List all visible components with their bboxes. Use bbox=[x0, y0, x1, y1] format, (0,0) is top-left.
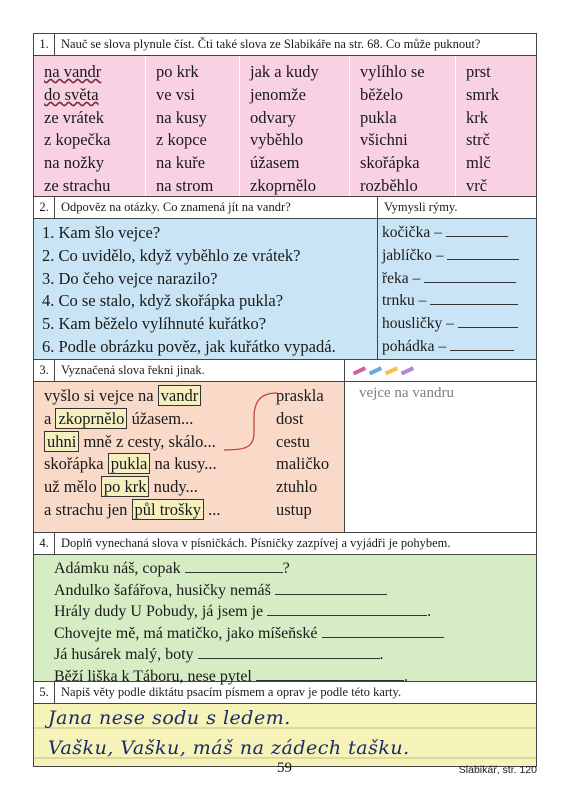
highlighted-word[interactable]: pukla bbox=[108, 453, 151, 474]
rhyme-word: pohádka – bbox=[382, 337, 447, 355]
word-column-5 bbox=[456, 56, 536, 196]
pencils-icon bbox=[345, 360, 536, 382]
section3-exercise-panel bbox=[34, 360, 345, 532]
song-tail: . bbox=[379, 646, 384, 663]
question-item: 6. Podle obrázku pověz, jak kuřátko vypadá. bbox=[42, 336, 336, 356]
rhyme-word: jablíčko – bbox=[382, 246, 444, 264]
answer-blank[interactable] bbox=[458, 313, 518, 328]
song-line bbox=[54, 601, 536, 623]
section5-header bbox=[34, 682, 536, 704]
highlighted-word[interactable]: po krk bbox=[101, 476, 150, 497]
alternative-word[interactable]: ustup bbox=[276, 499, 312, 519]
word-cell: z kopce bbox=[156, 130, 207, 150]
word-cell: ze vrátek bbox=[44, 107, 104, 127]
colored-pencils-icon bbox=[351, 365, 423, 377]
sentence-text: vyšlo si vejce na bbox=[44, 386, 158, 405]
sentence-text: skořápka bbox=[44, 454, 108, 474]
section2-instruction: Odpověz na otázky. Co znamená jít na vandr? bbox=[61, 200, 291, 214]
section1-header bbox=[34, 34, 536, 56]
section4-instruction: Doplň vynechaná slova v písničkách. Písničky zazpívej a vyjádři je pohybem. bbox=[61, 536, 451, 550]
word-cell: strč bbox=[466, 130, 490, 150]
word-column-4 bbox=[350, 56, 456, 196]
rhyme-item[interactable] bbox=[382, 268, 536, 291]
word-column-1 bbox=[34, 56, 146, 196]
word-cell: vrč bbox=[466, 175, 488, 195]
song-text: Chovejte mě, má matičko, jako míšeňské bbox=[54, 624, 322, 642]
section2-number: 2. bbox=[34, 197, 55, 218]
highlighted-word[interactable]: vandr bbox=[158, 385, 202, 406]
word-cell: do světa bbox=[44, 84, 99, 104]
sentence-text: ... bbox=[203, 499, 221, 519]
section3-instruction: Vyznačená slova řekni jinak. bbox=[61, 363, 205, 377]
section1-word-grid bbox=[34, 56, 536, 197]
word-cell: na kuře bbox=[156, 153, 206, 173]
section3-body bbox=[34, 382, 344, 532]
section1-number: 1. bbox=[34, 34, 55, 55]
sentence-text: úžasem... bbox=[127, 408, 194, 428]
word-cell: rozběhlo bbox=[360, 175, 418, 195]
song-text: Adámku náš, copak bbox=[54, 560, 185, 577]
section4-number: 4. bbox=[34, 533, 55, 554]
section5 bbox=[34, 682, 536, 766]
rhyme-list bbox=[378, 219, 536, 359]
song-line bbox=[54, 580, 536, 602]
word-cell: na vandr bbox=[44, 62, 102, 81]
song-text: Hrály dudy U Pobudy, já jsem je bbox=[54, 603, 268, 620]
word-cell: skořápka bbox=[360, 153, 420, 173]
question-item: 3. Do čeho vejce narazilo? bbox=[42, 268, 218, 288]
handwriting-line: Jana nese sodu s ledem. bbox=[48, 707, 291, 729]
song-tail: ? bbox=[282, 560, 290, 577]
section2-header bbox=[34, 197, 377, 219]
word-cell: ve vsi bbox=[156, 84, 195, 104]
word-cell: smrk bbox=[466, 84, 499, 104]
section3-number: 3. bbox=[34, 360, 55, 381]
question-list bbox=[34, 219, 377, 359]
word-cell: z kopečka bbox=[44, 130, 111, 150]
rhymes-header bbox=[378, 197, 536, 219]
fill-blank[interactable] bbox=[267, 601, 427, 616]
answer-blank[interactable] bbox=[430, 290, 518, 305]
rhyme-item[interactable] bbox=[382, 336, 536, 359]
highlighted-word[interactable]: uhni bbox=[44, 431, 79, 452]
fill-blank[interactable] bbox=[185, 558, 283, 573]
page-number: 59 bbox=[277, 760, 292, 776]
alternative-word[interactable]: cestu bbox=[276, 431, 310, 451]
fill-blank[interactable] bbox=[198, 644, 380, 659]
rhyme-word: housličky – bbox=[382, 315, 454, 333]
rhyme-item[interactable] bbox=[382, 290, 536, 313]
worksheet bbox=[33, 33, 537, 767]
alternative-word[interactable]: dost bbox=[276, 408, 304, 428]
rhyme-item[interactable] bbox=[382, 313, 536, 336]
sentence-text: a bbox=[44, 408, 56, 428]
question-item: 1. Kam šlo vejce? bbox=[42, 223, 161, 242]
section2-questions-panel bbox=[34, 197, 378, 359]
rhyme-item[interactable] bbox=[382, 245, 536, 268]
fill-blank[interactable] bbox=[275, 580, 387, 595]
sentence-text: na kusy... bbox=[150, 454, 217, 474]
song-text: Běží liška k Táboru, nese pytel bbox=[54, 667, 256, 685]
alternative-word[interactable]: praskla bbox=[276, 386, 324, 405]
word-cell: jenomže bbox=[250, 84, 306, 104]
rhyme-item[interactable] bbox=[382, 222, 536, 245]
word-cell: běželo bbox=[360, 84, 404, 104]
sentence-text: mně z cesty, skálo... bbox=[79, 431, 216, 451]
word-cell: všichni bbox=[360, 130, 408, 150]
section5-instruction: Napiš věty podle diktátu psacím písmem a oprav je podle této karty. bbox=[61, 685, 402, 699]
song-text: Já husárek malý, boty bbox=[54, 646, 198, 663]
song-line bbox=[54, 623, 536, 645]
sentence-text: nudy... bbox=[149, 477, 198, 497]
word-column-3 bbox=[240, 56, 350, 196]
handwriting-area[interactable] bbox=[34, 704, 536, 766]
word-cell: jak a kudy bbox=[250, 62, 319, 81]
section2-rhymes-panel bbox=[378, 197, 536, 359]
word-cell: na nožky bbox=[44, 153, 105, 173]
highlighted-word[interactable]: půl trošky bbox=[132, 499, 204, 520]
sentence-text: a strachu jen bbox=[44, 499, 132, 519]
word-cell: prst bbox=[466, 62, 491, 81]
word-cell: ze strachu bbox=[44, 175, 111, 195]
word-cell: zkoprnělo bbox=[250, 175, 316, 195]
section2 bbox=[34, 197, 536, 360]
fill-blank[interactable] bbox=[322, 623, 444, 638]
alternative-word[interactable]: maličko bbox=[276, 454, 330, 474]
rhyme-word: kočička – bbox=[382, 224, 442, 241]
word-cell: vylíhlo se bbox=[360, 62, 425, 81]
word-cell: krk bbox=[466, 107, 488, 127]
sentence-line bbox=[44, 476, 264, 499]
rhymes-title: Vymysli rýmy. bbox=[384, 200, 458, 214]
word-cell: mlč bbox=[466, 153, 491, 173]
word-cell: odvary bbox=[250, 107, 296, 127]
question-item: 4. Co se stalo, když skořápka pukla? bbox=[42, 291, 284, 311]
answer-blank[interactable] bbox=[446, 222, 508, 237]
fill-blank[interactable] bbox=[256, 666, 404, 681]
song-tail: . bbox=[403, 667, 408, 685]
song-lines bbox=[34, 555, 536, 685]
answer-blank[interactable] bbox=[450, 336, 514, 351]
question-item: 5. Kam běželo vylíhnuté kuřátko? bbox=[42, 314, 267, 334]
sentence-line bbox=[44, 499, 264, 522]
handwriting-line: Vašku, Vašku, máš na zádech tašku. bbox=[48, 737, 410, 759]
answer-example[interactable]: vejce na vandru bbox=[345, 382, 536, 532]
song-text: Andulko šafářova, husičky nemáš bbox=[54, 581, 275, 599]
section4-header bbox=[34, 533, 536, 555]
section3 bbox=[34, 360, 536, 533]
word-column-2 bbox=[146, 56, 240, 196]
word-cell: na kusy bbox=[156, 107, 207, 127]
section5-number: 5. bbox=[34, 682, 55, 703]
rhyme-word: trnku – bbox=[382, 292, 427, 310]
song-tail: . bbox=[427, 603, 432, 620]
highlighted-word[interactable]: zkoprnělo bbox=[55, 408, 127, 429]
rhyme-word: řeka – bbox=[382, 269, 421, 287]
word-cell: úžasem bbox=[250, 153, 300, 173]
word-cell: vyběhlo bbox=[250, 130, 304, 150]
answer-blank[interactable] bbox=[447, 245, 519, 260]
connector-line bbox=[219, 388, 279, 458]
question-item: 2. Co uvidělo, když vyběhlo ze vrátek? bbox=[42, 245, 301, 265]
sentence-text: už mělo bbox=[44, 477, 101, 497]
section1-instruction: Nauč se slova plynule číst. Čti také slova ze Slabikáře na str. 68. Co může puknout? bbox=[61, 37, 481, 51]
textbook-reference: Slabikář, str. 120 bbox=[458, 764, 537, 776]
answer-blank[interactable] bbox=[424, 268, 516, 283]
word-cell: po krk bbox=[156, 62, 199, 81]
song-line bbox=[54, 558, 536, 580]
section4 bbox=[34, 533, 536, 685]
section3-answer-panel bbox=[345, 360, 536, 532]
song-line bbox=[54, 644, 536, 666]
word-cell: pukla bbox=[360, 107, 397, 127]
alternative-word[interactable]: ztuhlo bbox=[276, 477, 318, 497]
section3-header bbox=[34, 360, 344, 382]
word-cell: na strom bbox=[156, 175, 214, 195]
